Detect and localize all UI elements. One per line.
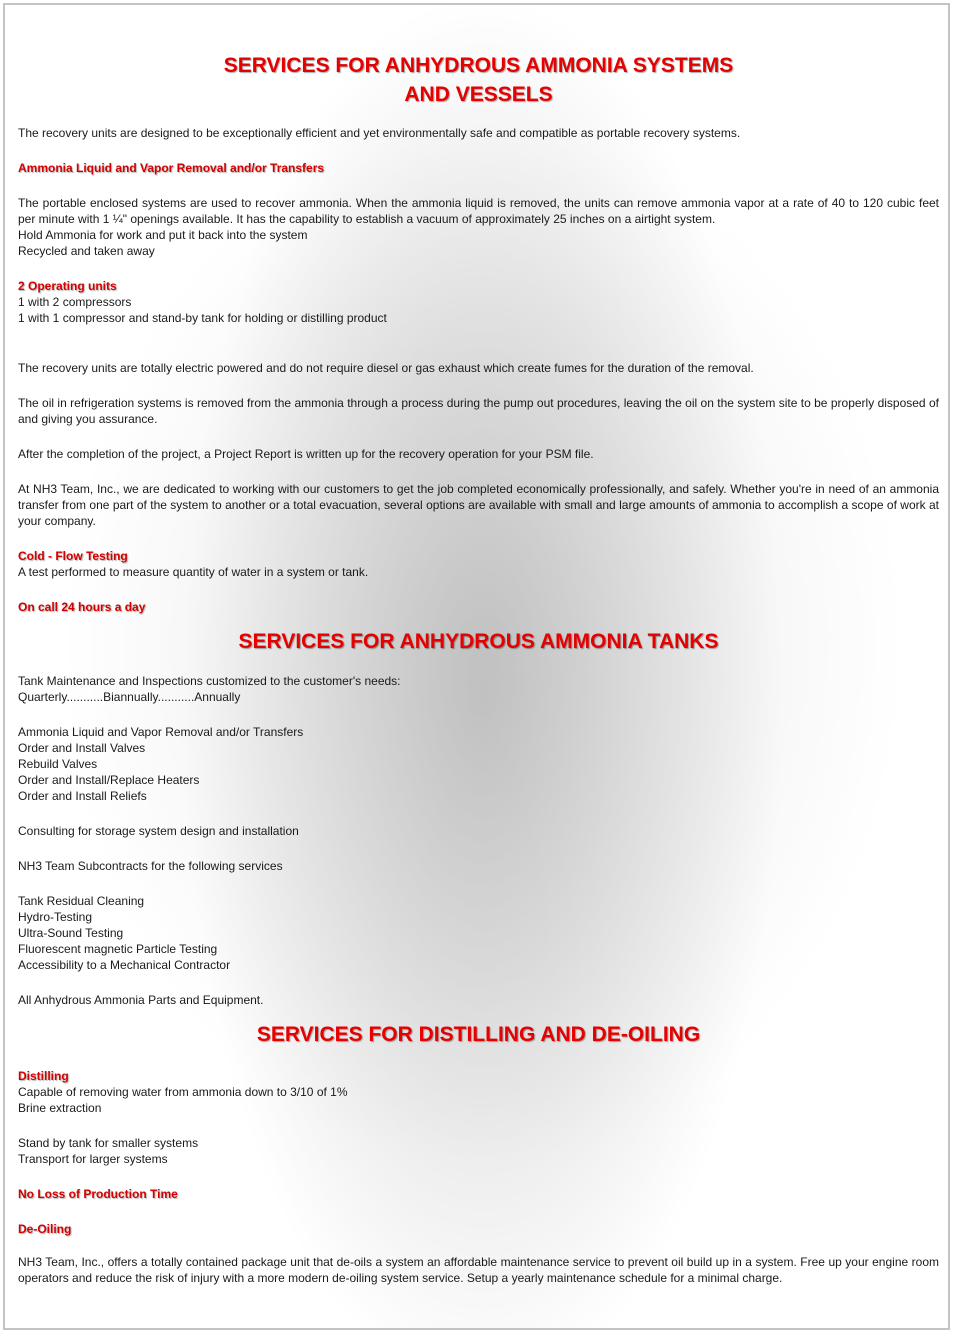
portable-systems-paragraph: The portable enclosed systems are used to recover ammonia. When the ammonia liquid is removed, the units can remove ammonia vapor at a rate of 40 to 120 cubic feet per minute with 1 ¼" openings available. It has the capability to establish a vacuum of approximately 25 inches on a airtight system. — [18, 196, 939, 226]
section-title-tanks: SERVICES FOR ANHYDROUS AMMONIA TANKS — [238, 630, 719, 653]
list-item: Order and Install Reliefs — [18, 789, 147, 803]
no-loss-line: No Loss of Production Time — [18, 1187, 178, 1201]
standby-line-1: Stand by tank for smaller systems — [18, 1136, 199, 1150]
subheading-liquid-vapor: Ammonia Liquid and Vapor Removal and/or Transfers — [18, 161, 325, 175]
maintenance-line-2: Quarterly...........Biannually...........Annually — [18, 690, 241, 704]
hold-ammonia-line: Hold Ammonia for work and put it back into the system — [18, 228, 308, 242]
distilling-line-1: Capable of removing water from ammonia down to 3/10 of 1% — [18, 1085, 348, 1099]
intro-paragraph: The recovery units are designed to be exceptionally efficient and yet environmentally safe and compatible as portable recovery systems. — [18, 126, 741, 140]
list-item: Order and Install/Replace Heaters — [18, 773, 200, 787]
title-line-2: AND VESSELS — [404, 83, 553, 106]
parts-line: All Anhydrous Ammonia Parts and Equipment. — [18, 993, 264, 1007]
list-item: Fluorescent magnetic Particle Testing — [18, 942, 218, 956]
recycled-line: Recycled and taken away — [18, 244, 155, 258]
section-title-distilling: SERVICES FOR DISTILLING AND DE-OILING — [256, 1023, 701, 1046]
dedicated-paragraph: At NH3 Team, Inc., we are dedicated to working with our customers to get the job completed economically professionally, and safely. Whether you're in need of an ammonia transfer from one part of the system to another or a total evacuation, several options are available with small and large amounts of ammonia to accomplish a scope of work at your company. — [18, 482, 939, 528]
subheading-operating-units: 2 Operating units — [18, 279, 117, 293]
maintenance-line-1: Tank Maintenance and Inspections customized to the customer's needs: — [18, 674, 401, 688]
section-title-systems — [18, 5, 939, 109]
list-item: Order and Install Valves — [18, 741, 146, 755]
oil-paragraph: The oil in refrigeration systems is removed from the ammonia through a process during the pump out procedures, leaving the oil on the system site to be properly disposed of and giving you assurance. — [18, 396, 939, 426]
subheading-cold-flow: Cold - Flow Testing — [18, 549, 128, 563]
page-frame — [3, 3, 950, 1330]
subcontracts-line: NH3 Team Subcontracts for the following services — [18, 859, 283, 873]
subheading-distilling: Distilling — [18, 1069, 69, 1083]
unit-line-2: 1 with 1 compressor and stand-by tank for holding or distilling product — [18, 311, 387, 325]
on-call-line: On call 24 hours a day — [18, 600, 146, 614]
subheading-deoiling: De-Oiling — [18, 1222, 72, 1236]
standby-line-2: Transport for larger systems — [18, 1152, 168, 1166]
cold-flow-line: A test performed to measure quantity of water in a system or tank. — [18, 565, 369, 579]
list-item: Tank Residual Cleaning — [18, 894, 145, 908]
unit-line-1: 1 with 2 compressors — [18, 295, 132, 309]
deoiling-paragraph: NH3 Team, Inc., offers a totally contained package unit that de-oils a system an affordable maintenance service to prevent oil build up in a system. Free up your engine room operators and reduce the risk of injury with a more modern de-oiling system service. Setup a yearly maintenance schedule for a minimal charge. — [18, 1255, 939, 1285]
consulting-line: Consulting for storage system design and installation — [18, 824, 299, 838]
electric-paragraph: The recovery units are totally electric powered and do not require diesel or gas exhaust which create fumes for the duration of the removal. — [18, 361, 754, 375]
content — [18, 5, 939, 1286]
list-item: Ultra-Sound Testing — [18, 926, 124, 940]
subcontract-services-list — [18, 893, 939, 973]
distilling-line-2: Brine extraction — [18, 1101, 102, 1115]
title-line-1: SERVICES FOR ANHYDROUS AMMONIA SYSTEMS — [223, 54, 734, 77]
tank-services-list — [18, 724, 939, 804]
list-item: Ammonia Liquid and Vapor Removal and/or Transfers — [18, 725, 304, 739]
list-item: Rebuild Valves — [18, 757, 98, 771]
list-item: Accessibility to a Mechanical Contractor — [18, 958, 231, 972]
report-paragraph: After the completion of the project, a Project Report is written up for the recovery operation for your PSM file. — [18, 447, 594, 461]
list-item: Hydro-Testing — [18, 910, 93, 924]
